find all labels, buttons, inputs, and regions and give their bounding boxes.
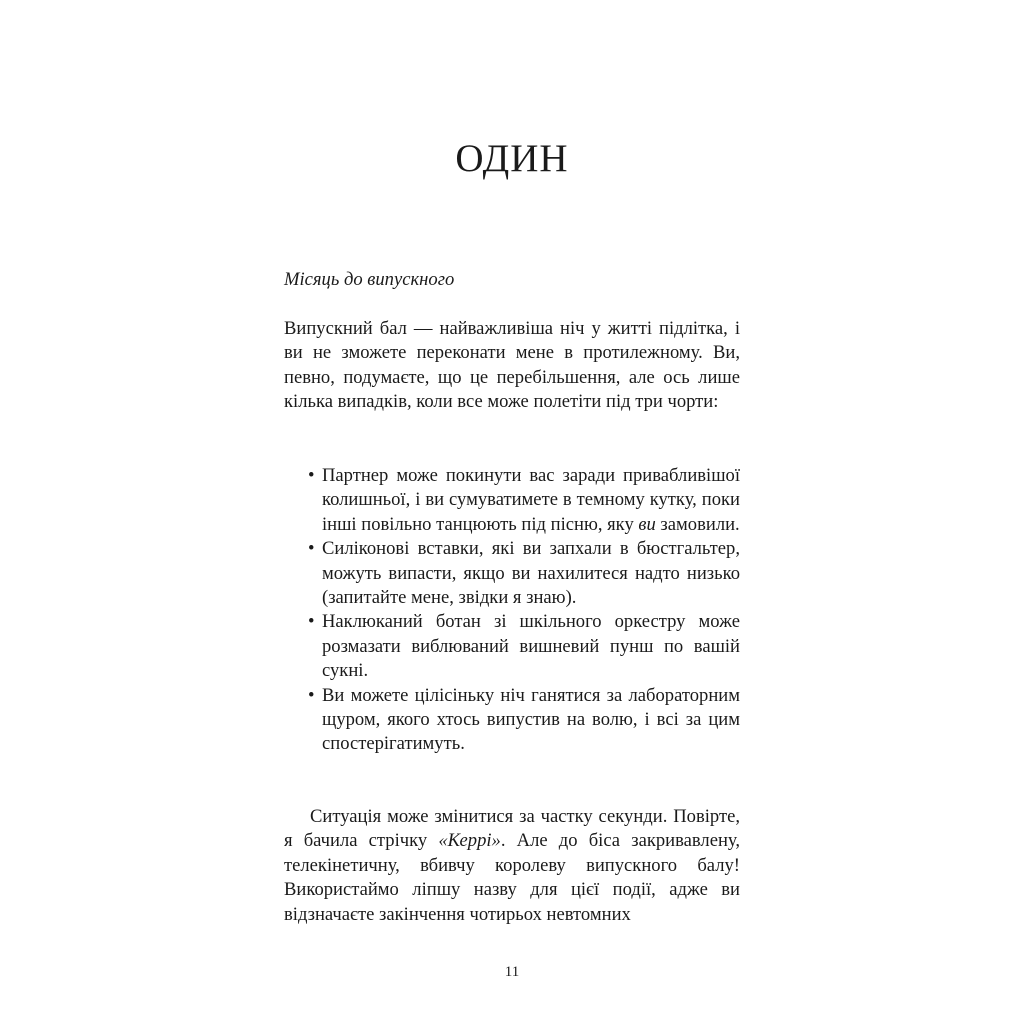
bullet-dot: • <box>308 684 315 706</box>
bullet-item <box>306 537 740 610</box>
bullet-emphasis: ви <box>638 513 656 535</box>
bullet-text: Наклюканий ботан зі шкільного оркестру може розмазати виблюваний вишневий пунш по вашій сукні. <box>322 611 740 682</box>
intro-paragraph <box>284 317 740 415</box>
bullet-text: Ви можете цілісіньку ніч ганятися за лабораторним щуром, якого хтось випустив на волю, і всі за цим спостерігатимуть. <box>322 684 740 755</box>
bullet-dot: • <box>308 611 315 633</box>
page-number: 11 <box>504 964 520 980</box>
second-paragraph-text <box>284 805 740 927</box>
bullet-dot: • <box>308 465 315 486</box>
bullet-text: Партнер може покинути вас заради привабливішої колишньої, і ви сумуватимете в темному кутку, поки інші повільно танцюють під пісню, яку <box>322 465 740 535</box>
second-paragraph <box>284 805 740 927</box>
second-paragraph-start: Ситуація може змінитися за частку секунди. Повірте, я бачила стрічку <box>284 806 740 852</box>
chapter-title: ОДИН <box>455 137 569 180</box>
bullet-text: Силіконові вставки, які ви запхали в бюстгальтер, можуть випасти, якщо ви нахилитеся надто низько (запитайте мене, звідки я знаю). <box>322 538 740 609</box>
bullet-item <box>306 610 740 683</box>
bullet-text-tail: замовили. <box>655 513 740 535</box>
film-title: «Керрі» <box>438 830 501 852</box>
chapter-subtitle: Місяць до випускного <box>284 269 455 290</box>
bullet-item <box>306 684 740 757</box>
bullet-item <box>306 464 740 537</box>
intro-paragraph-text: Випускний бал — найважливіша ніч у житті підлітка, і ви не зможете переконати мене в протилежному. Ви, певно, подумаєте, що це перебільшення, але ось лише кілька випадків, коли все може полетіти під три чорти: <box>284 318 740 413</box>
bullet-dot: • <box>308 538 315 560</box>
second-paragraph-rest: . Але до біса закривавлену, телекінетичну, вбивчу королеву випускного балу! Використаймо ліпшу назву для цієї події, адже ви відзначаєте закінчення чотирьох невтомних <box>284 830 740 925</box>
bullet-list <box>306 464 740 757</box>
